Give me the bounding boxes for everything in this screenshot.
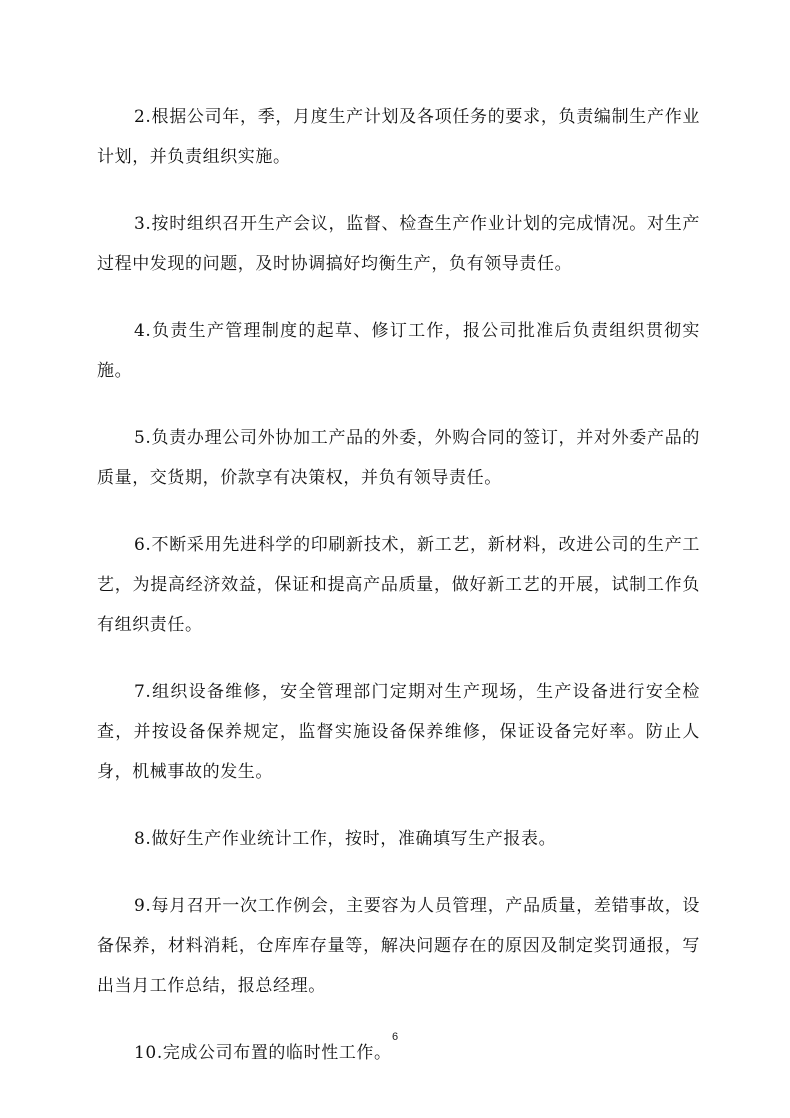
paragraph-item-3: 3.按时组织召开生产会议，监督、检查生产作业计划的完成情况。对生产过程中发现的问题，及时协调搞好均衡生产，负有领导责任。 (97, 214, 700, 274)
paragraph-item-9: 9.每月召开一次工作例会，主要容为人员管理，产品质量，差错事故，设备保养，材料消耗，仓库库存量等，解决问题存在的原因及制定奖罚通报，写出当月工作总结，报总经理。 (97, 896, 700, 996)
paragraph-item-6: 6.不断采用先进科学的印刷新技术，新工艺，新材料，改进公司的生产工艺，为提高经济效益，保证和提高产品质量，做好新工艺的开展，试制工作负有组织责任。 (97, 535, 700, 635)
paragraph-item-10: 10.完成公司布置的临时性工作。 (134, 1043, 392, 1063)
paragraph-item-7: 7.组织设备维修，安全管理部门定期对生产现场，生产设备进行安全检查，并按设备保养规定，监督实施设备保养维修，保证设备完好率。防止人身，机械事故的发生。 (97, 682, 700, 782)
paragraph-item-5: 5.负责办理公司外协加工产品的外委，外购合同的签订，并对外委产品的质量，交货期，价款享有决策权，并负有领导责任。 (97, 428, 700, 488)
paragraph-item-8: 8.做好生产作业统计工作，按时，准确填写生产报表。 (134, 829, 557, 849)
paragraph-item-4: 4.负责生产管理制度的起草、修订工作，报公司批准后负责组织贯彻实施。 (97, 321, 700, 381)
document-body (97, 97, 700, 1100)
paragraph-item-2: 2.根据公司年，季，月度生产计划及各项任务的要求，负责编制生产作业计划，并负责组织实施。 (97, 107, 700, 167)
page-number: 6 (391, 1031, 399, 1043)
